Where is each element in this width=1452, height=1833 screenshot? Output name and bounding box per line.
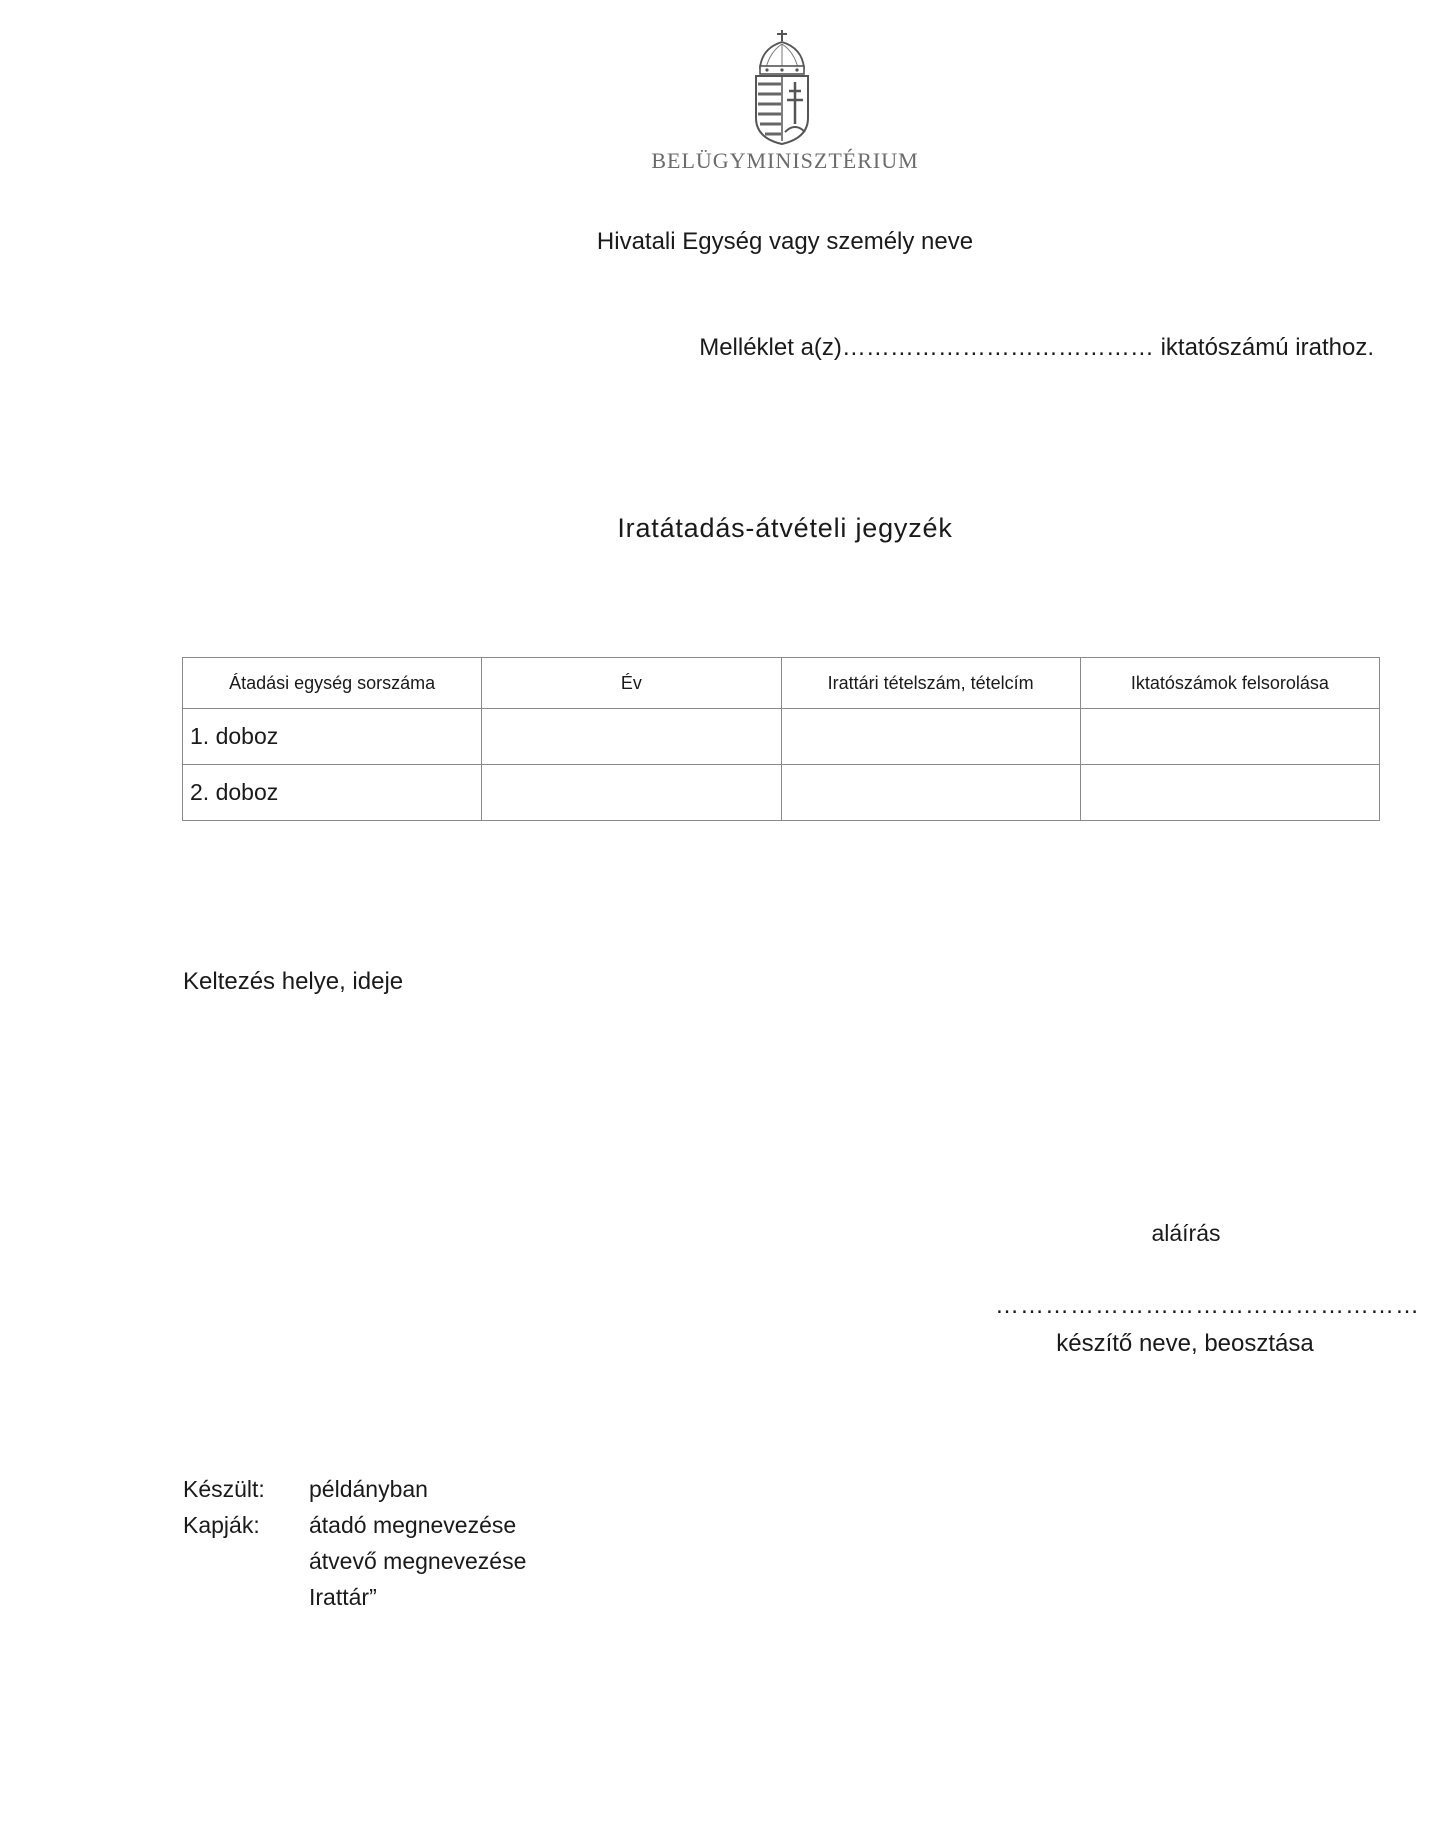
unit-name: Hivatali Egység vagy személy neve bbox=[596, 228, 974, 255]
made-value: példányban bbox=[309, 1476, 428, 1502]
table-cell: 2. doboz bbox=[183, 765, 482, 821]
recipient-item: átvevő megnevezése bbox=[309, 1548, 527, 1574]
table-cell bbox=[1080, 709, 1379, 765]
preparer-label: készítő neve, beosztása bbox=[1056, 1330, 1314, 1357]
coat-of-arms-logo bbox=[752, 28, 812, 146]
table-cell: 1. doboz bbox=[183, 709, 482, 765]
table-header-row bbox=[183, 658, 1380, 709]
table-row bbox=[183, 709, 1380, 765]
document-title: Iratátadás-átvételi jegyzék bbox=[617, 513, 953, 543]
table-cell bbox=[1080, 765, 1379, 821]
table-cell bbox=[482, 765, 781, 821]
recipient-item: átadó megnevezése bbox=[309, 1512, 517, 1538]
made-label: Készült: bbox=[183, 1476, 265, 1502]
inventory-table bbox=[182, 657, 1380, 821]
header-cell: Iktatószámok felsorolása bbox=[1080, 658, 1379, 709]
attachment-reference: Melléklet a(z)………………………………… iktatószámú irathoz. bbox=[699, 334, 1374, 361]
table-cell bbox=[482, 709, 781, 765]
header-cell: Irattári tételszám, tételcím bbox=[781, 658, 1080, 709]
header-cell: Év bbox=[482, 658, 781, 709]
place-date-label: Keltezés helye, ideje bbox=[183, 968, 404, 995]
table-cell bbox=[781, 709, 1080, 765]
table-row bbox=[183, 765, 1380, 821]
ministry-name: BELÜGYMINISZTÉRIUM bbox=[651, 148, 919, 173]
signature-dotted-line: …………………………………………… bbox=[995, 1292, 1420, 1319]
recipient-item: Irattár” bbox=[309, 1584, 377, 1610]
recipients-label: Kapják: bbox=[183, 1512, 260, 1538]
header-cell: Átadási egység sorszáma bbox=[183, 658, 482, 709]
table-cell bbox=[781, 765, 1080, 821]
signature-label: aláírás bbox=[1151, 1220, 1221, 1246]
